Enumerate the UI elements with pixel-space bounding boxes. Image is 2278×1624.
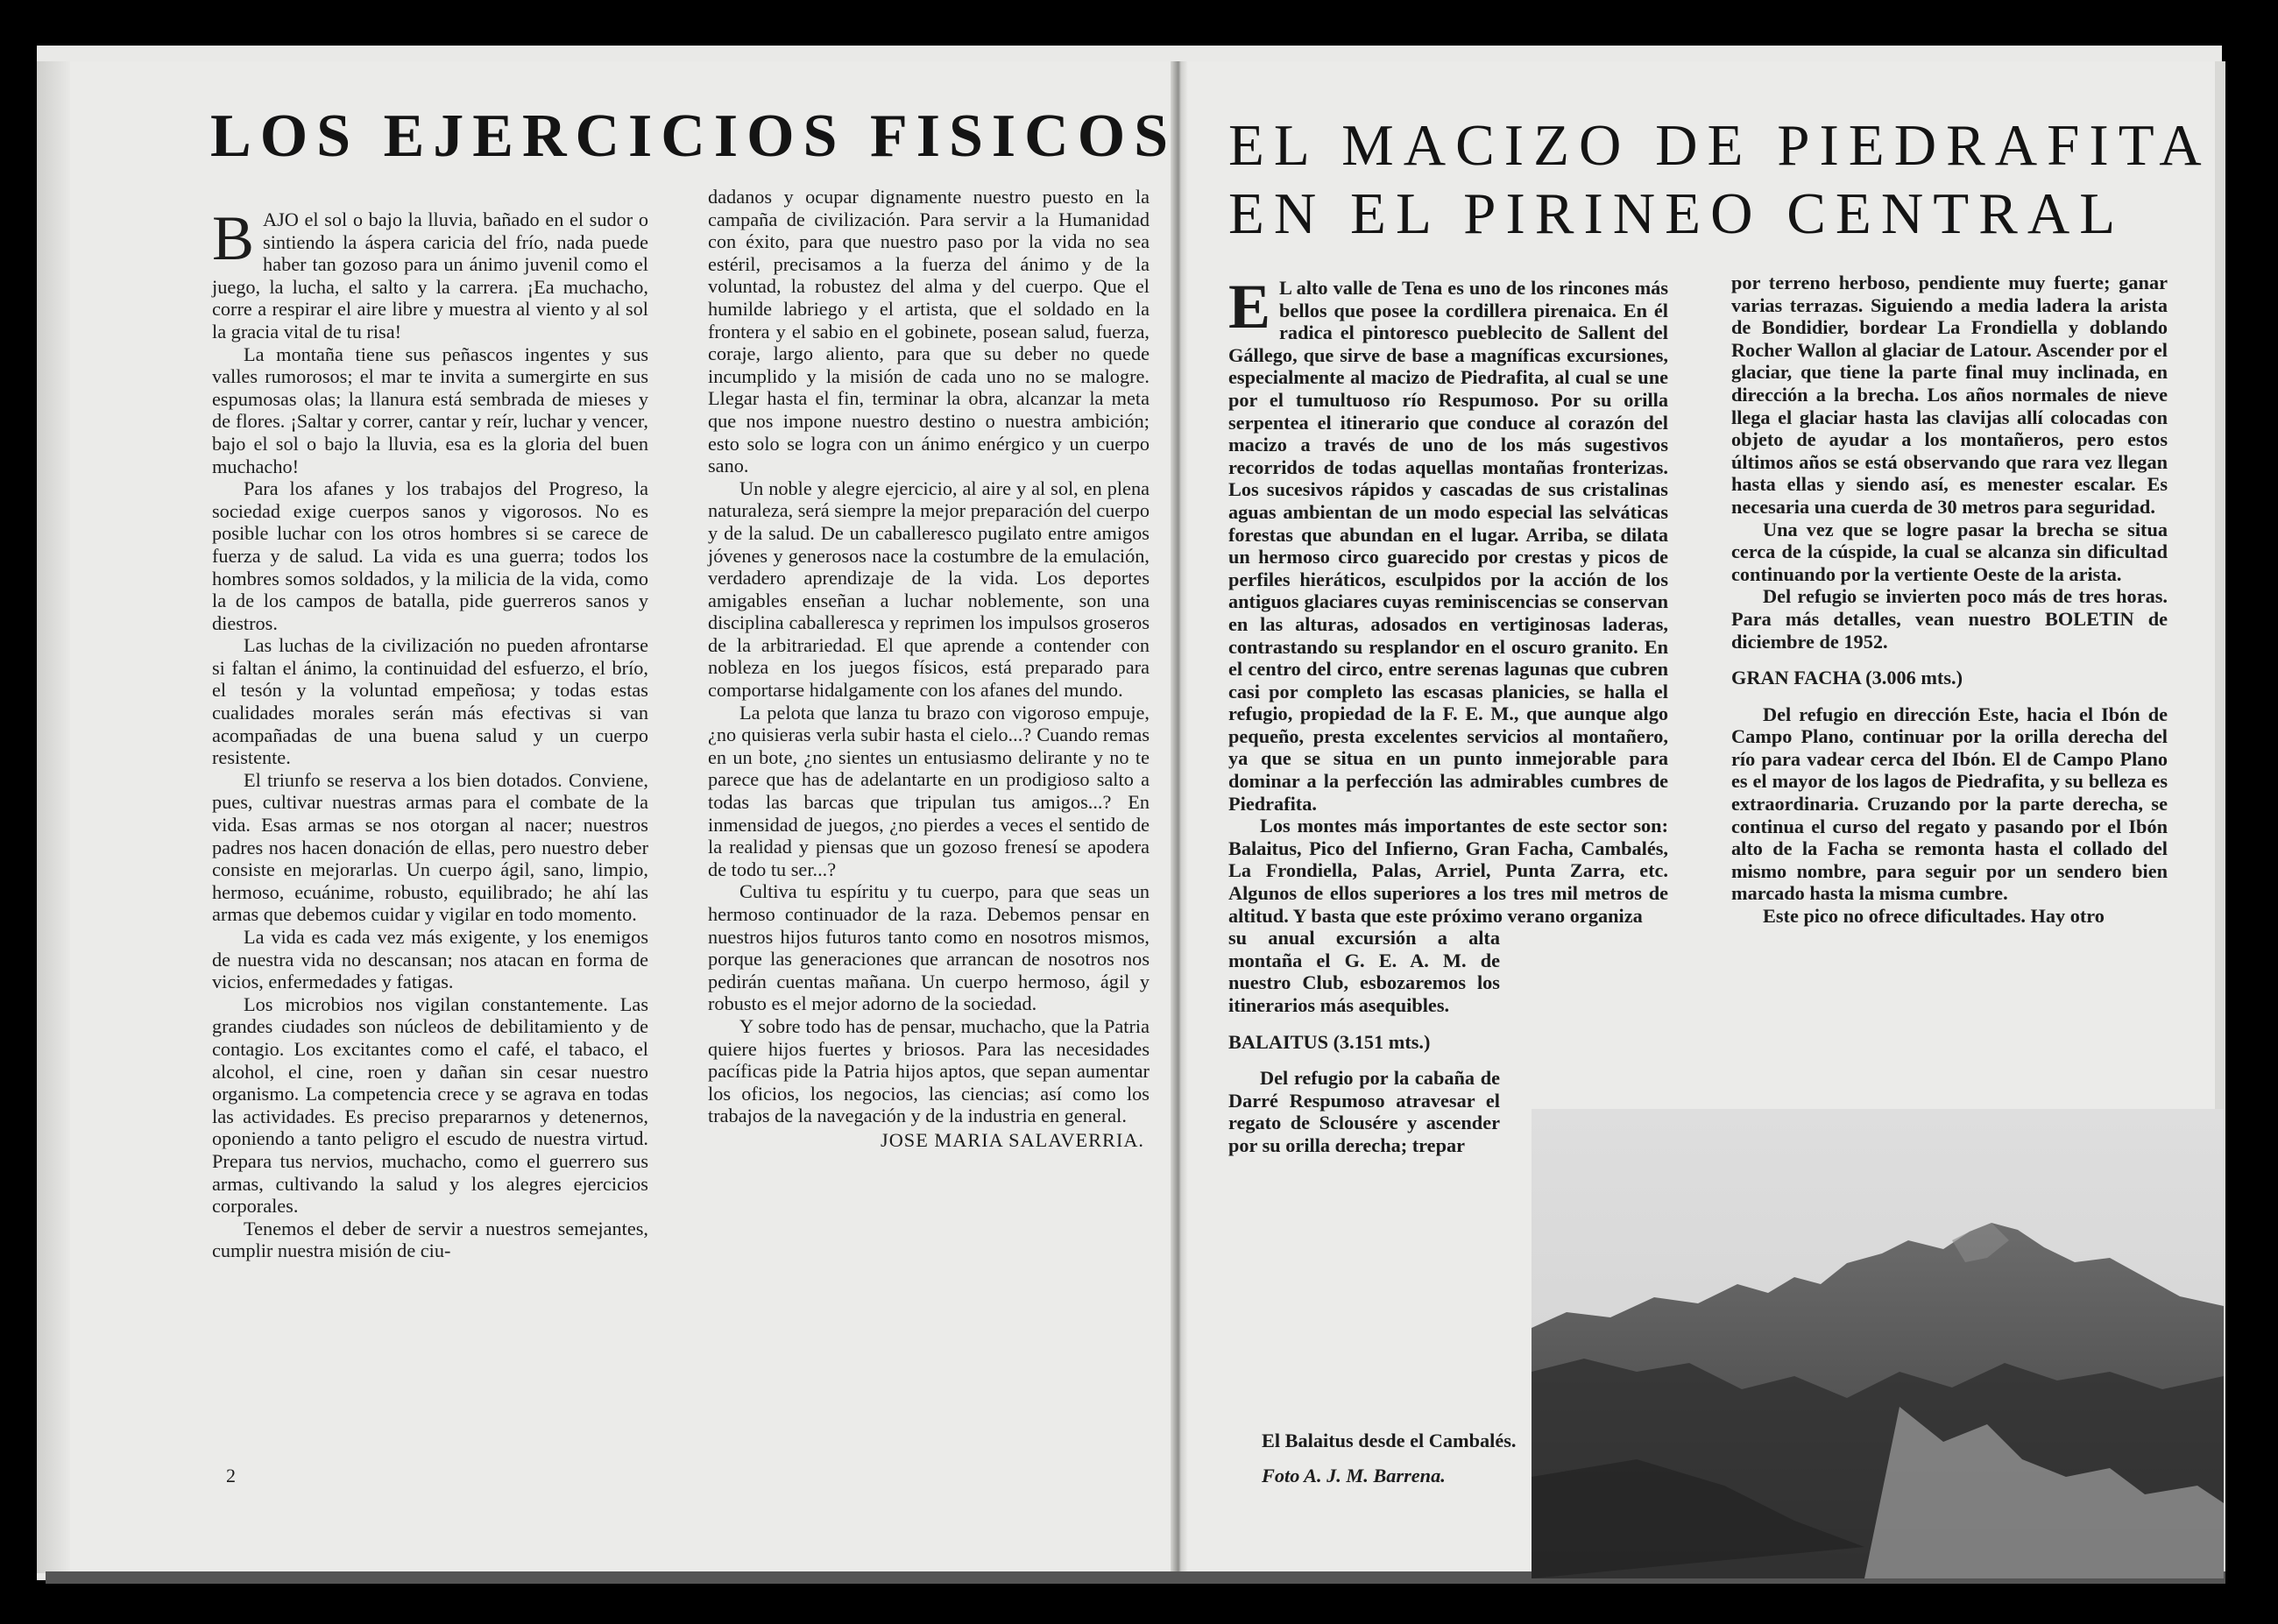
paragraph: su anual excursión a alta montaña el G. E. A. M. de nuestro Club, esbozaremos los itinerarios más asequibles. <box>1228 927 1500 1016</box>
article-column-3 <box>1228 272 1668 1157</box>
paragraph: Los montes más importantes de este sector son: Balaitus, Pico del Infierno, Gran Facha, Cambalés, La Frondiella, Palas, Arriel, Punta Zarra, etc. Algunos de ellos superiores a los tres mil metros de altitud. Y basta que este próximo verano organiza <box>1228 815 1668 927</box>
article-column-1 <box>212 203 648 1262</box>
section-heading-gran-facha: GRAN FACHA (3.006 mts.) <box>1731 667 1963 689</box>
paragraph: dadanos y ocupar dignamente nuestro puesto en la campaña de civilización. Para servir a la Humanidad con éxito, para que nuestro paso por la vida no sea estéril, precisamos a la fuerza del ánimo y de la voluntad, la robustez del alma y del cuerpo. Que el humilde labriego y el artista, que el soldado en la frontera y el sabio en el gobinete, posean salud, fuerza, coraje, largo aliento, para que su deber no quede incumplido y la misión de cada uno no se malogre. Llegar hasta el fin, terminar la obra, alcanzar la meta que nos impone nuestro destino o nuestra ambición; esto solo se logra con un ánimo enérgico y un cuerpo sano. <box>708 186 1150 477</box>
paragraph: Del refugio se invierten poco más de tres horas. Para más detalles, vean nuestro BOLETIN de diciembre de 1952. <box>1731 585 2168 653</box>
paragraph: BAJO el sol o bajo la lluvia, bañado en el sudor o sintiendo la áspera caricia del frío, nada puede haber tan gozoso para un ánimo juvenil como el juego, la lucha, el salto y la carrera. ¡Ea muchacho, corre a respirar el aire libre y muestra al viento y al sol la gracia vital de tu risa! <box>212 203 648 342</box>
article-column-2 <box>708 186 1150 1152</box>
article-title-ejercicios: LOS EJERCICIOS FISICOS <box>210 102 1178 170</box>
section-heading-balaitus: BALAITUS (3.151 mts.) <box>1228 1030 1431 1053</box>
paragraph: Las luchas de la civilización no pueden afrontarse si faltan el ánimo, la continuidad del esfuerzo, el brío, el tesón y la voluntad empeñosa; y todas estas cualidades morales serán más efectivas si van acompañadas de una buena salud y un cuerpo resistente. <box>212 634 648 769</box>
paragraph: Del refugio por la cabaña de Darré Respumoso atravesar el regato de Sclousére y ascender por su orilla derecha; trepar <box>1228 1067 1500 1156</box>
paragraph: La montaña tiene sus peñascos ingentes y sus valles rumorosos; el mar te invita a sumergirte en sus espumosas olas; la llanura está sembrada de mieses y de flores. ¡Saltar y correr, cantar y reír, luchar y vencer, bajo el sol o bajo la lluvia, esa es la gloria del buen muchacho! <box>212 342 648 477</box>
paragraph: Los microbios nos vigilan constantemente. Las grandes ciudades son núcleos de debilitamiento y de contagio. Los excitantes como el café, el tabaco, el alcohol, el cine, roen y dañan sin cesar nuestro organismo. La competencia crece y se agrava en todas las actividades. Es preciso prepararnos y detenernos, oponiendo a tanto peligro el escudo de nuestra virtud. Prepara tus nervios, muchacho, como el guerrero sus armas, cultivando la salud y los alegres ejercicios corporales. <box>212 992 648 1218</box>
photo-credit: Foto A. J. M. Barrena. <box>1262 1465 1446 1486</box>
paragraph: Y sobre todo has de pensar, muchacho, que la Patria quiere hijos fuertes y briosos. Para las necesidades pacíficas pide la Patria hijos aptos, que sepan aumentar los oficios, los negocios, las ciencias; así como los trabajos de la navegación y de la industria en general. <box>708 1014 1150 1127</box>
paragraph: La pelota que lanza tu brazo con vigoroso empuje, ¿no quisieras verla subir hasta el cielo...? Cuando remas en un bote, ¿no sientes un entusiasmo delirante y no te parece que has de adelantarte en un prodigioso salto a todas las barcas que tripulan tus amigos...? En inmensidad de juegos, ¿no pierdes a veces el sentido de la realidad y piensas que un gozoso frenesí se apodera de todo tu ser...? <box>708 701 1150 880</box>
mountain-photograph <box>1532 1109 2224 1578</box>
paragraph: Para los afanes y los trabajos del Progreso, la sociedad exige cuerpos sanos y vigorosos. No es posible luchar con los otros hombres si se carece de fuerza y de salud. La vida es una guerra; todos los hombres somos soldados, y la milicia de la vida, como la de los campos de batalla, pide guerreros sanos y diestros. <box>212 477 648 634</box>
binding-spine <box>1171 61 1188 1573</box>
page-edge-shadow <box>37 61 70 1573</box>
paragraph: El triunfo se reserva a los bien dotados. Conviene, pues, cultivar nuestras armas para el combate de la vida. Esas armas se nos otorgan al nacer; nuestros padres nos hacen donación de ellas, pero nuestro deber consiste en mejorarlas. Un cuerpo ágil, sano, limpio, hermoso, ecuánime, robusto, equilibrado; he ahí las armas que debemos cuidar y vigilar en todo momento. <box>212 768 648 926</box>
drop-cap: E <box>1228 272 1271 342</box>
paragraph: Cultiva tu espíritu y tu cuerpo, para que seas un hermoso continuador de la raza. Debemos pensar en nuestros hijos futuros tanto como en nosotros mismos, porque las generaciones que arrancan de nosotros nos pedirán cuentas mañana. Un cuerpo hermoso, ágil y robusto es el mejor adorno de la sociedad. <box>708 880 1150 1015</box>
paragraph: E L alto valle de Tena es uno de los rincones más bellos que posee la cordillera pirenaica. En él radica el pintoresco pueblecito de Sallent del Gállego, que sirve de base a magníficas excursiones, especialmente al macizo de Piedrafita, al cual se une por el tumultuoso río Respumoso. Por su orilla serpentea el itinerario que conduce al corazón del macizo a través de uno de los más sugestivos recorridos de todas aquellas montañas fronterizas. Los sucesivos rápidos y cascadas de sus cristalinas aguas ambientan de un modo especial las selváticas forestas que abundan en el lugar. Arriba, se dilata un hermoso circo guarecido por crestas y picos de perfiles hieráticos, esculpidos por la acción de los antiguos glaciares cuyas reminiscencias se conservan en las alturas, adosados en vertiginosas laderas, contrastando su resplandor en el oscuro granito. En el centro del circo, entre serenas lagunas que cubren casi por completo las escasas planicies, se halla el refugio, propiedad de la F. E. M., que aunque algo pequeño, presta excelentes servicios al montañero, ya que se situa en un punto inmejorable para dominar a la perfección las admirables cumbres de Piedrafita. <box>1228 272 1668 815</box>
article-title-line-1: EL MACIZO DE PIEDRAFITA <box>1228 113 2211 178</box>
photo-caption <box>1262 1430 1525 1487</box>
drop-cap: B <box>212 203 255 273</box>
page-number: 2 <box>226 1465 236 1486</box>
paragraph: Un noble y alegre ejercicio, al aire y al sol, en plena naturaleza, será siempre la mejor preparación del cuerpo y de la salud. De un caballeresco pugilato entre amigos jóvenes y generosos nace la costumbre de la emulación, verdadero aprendizaje de la vida. Los deportes amigables enseñan a luchar noblemente, son una disciplina caballeresca y reprimen los impulsos groseros de la arbitrariedad. El que aprende a contender con nobleza en los juegos físicos, está preparado para comportarse hidalgamente con los afanes del mundo. <box>708 477 1150 702</box>
paragraph: Este pico no ofrece dificultades. Hay otro <box>1763 905 2105 928</box>
mountain-photo-image <box>1532 1109 2224 1578</box>
paragraph: La vida es cada vez más exigente, y los enemigos de nuestra vida no descansan; nos atacan en forma de vicios, enfermedades y fatigas. <box>212 926 648 993</box>
caption-text: El Balaitus desde el Cambalés. <box>1262 1430 1517 1451</box>
author-signature: JOSE MARIA SALAVERRIA. <box>881 1128 1144 1151</box>
paragraph: Del refugio en dirección Este, hacia el Ibón de Campo Plano, continuar por la orilla derecha del río para vadear cerca del Ibón. El de Campo Plano es el mayor de los lagos de Piedrafita, y su belleza es extraordinaria. Cruzando por la parte derecha, se continua el curso del regato y pasando por el Ibón alto de la Facha se remonta hasta el collado del mismo nombre, para seguir por un sendero bien marcado hasta la misma cumbre. <box>1731 703 2168 905</box>
paragraph: Una vez que se logre pasar la brecha se situa cerca de la cúspide, la cual se alcanza sin dificultad continuando por la vertiente Oeste de la arista. <box>1731 518 2168 585</box>
paragraph: Tenemos el deber de servir a nuestros semejantes, cumplir nuestra misión de ciu- <box>212 1217 648 1262</box>
paragraph: por terreno herboso, pendiente muy fuerte; ganar varias terrazas. Siguiendo a media ladera la arista de Bondidier, bordear La Frondiella y doblando Rocher Wallon al glaciar de Latour. Ascender por el glaciar, que tiene la parte final muy inclinada, en dirección a la brecha. Los años normales de nieve llega el glaciar hasta las clavijas allí colocadas con objeto de ayudar a los montañeros, pero estos últimos años se está observando que rara vez llegan hasta ellas y siendo así, es menester escalar. Es necesaria una cuerda de 30 metros para seguridad. <box>1731 272 2168 518</box>
article-column-4 <box>1731 272 2168 928</box>
article-title-line-2: EN EL PIRINEO CENTRAL <box>1228 181 2126 246</box>
